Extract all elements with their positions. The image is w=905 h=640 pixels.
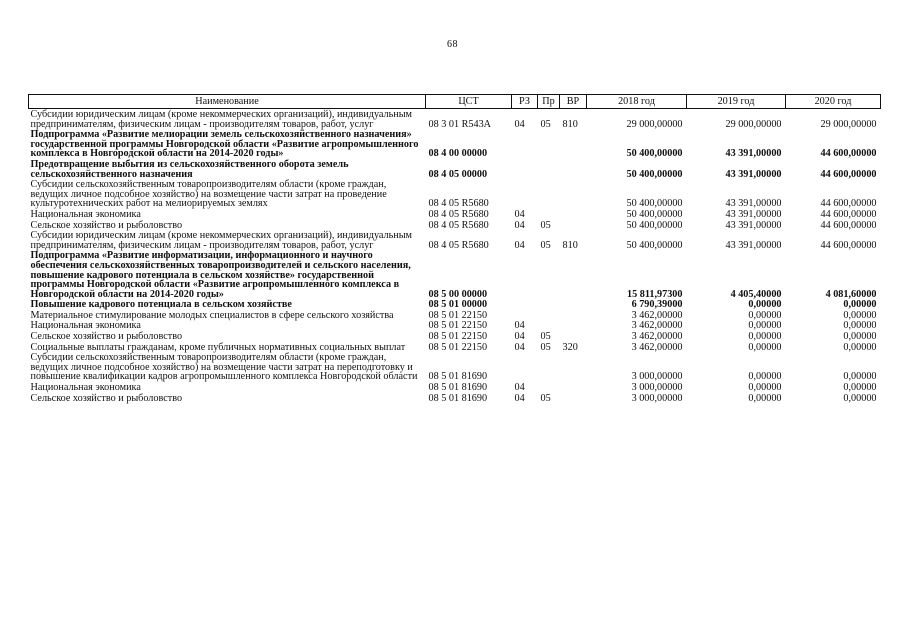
table-row bbox=[29, 352, 881, 382]
row-2019-cell: 43 391,00000 bbox=[725, 208, 782, 220]
row-2019-cell: 0,00000 bbox=[748, 309, 782, 321]
row-2020-cell: 4 081,60000 bbox=[825, 288, 877, 300]
row-2019-cell: 43 391,00000 bbox=[725, 219, 782, 231]
table-row bbox=[29, 299, 881, 310]
row-name-cell: Субсидии сельскохозяйственным товаропроизводителям области (кроме граждан, ведущих личное подсобное хозяйство) на возмещение части затрат на проведение культуротехнических работ на мелиорируемых землях bbox=[30, 179, 387, 210]
row-pr-cell bbox=[538, 159, 560, 179]
column-header: Пр bbox=[538, 95, 560, 109]
row-cst-cell: 08 5 01 22150 bbox=[428, 309, 488, 321]
row-2018-cell: 3 462,00000 bbox=[631, 320, 683, 332]
row-rz-cell bbox=[512, 179, 538, 209]
row-2019-cell: 29 000,00000 bbox=[725, 118, 782, 130]
row-rz-cell: 04 bbox=[514, 239, 525, 251]
row-cst-cell: 08 4 05 R5680 bbox=[428, 239, 489, 251]
row-cst-cell: 08 4 05 R5680 bbox=[428, 208, 489, 220]
table-row bbox=[29, 320, 881, 331]
row-vr-cell bbox=[560, 310, 587, 321]
column-header: ЦСТ bbox=[426, 95, 512, 109]
row-2020-cell: 44 600,00000 bbox=[820, 198, 877, 210]
row-vr-cell bbox=[560, 382, 587, 393]
row-cst-cell: 08 5 01 22150 bbox=[428, 341, 488, 353]
row-name-cell: Сельское хозяйство и рыболовство bbox=[30, 331, 183, 343]
row-name-cell: Субсидии юридическим лицам (кроме некоммерческих организаций), индивидуальным предпринимателям, физическим лицам - производителям товаров, работ, услуг bbox=[30, 230, 412, 251]
row-vr-cell bbox=[560, 331, 587, 342]
row-name-cell: Сельское хозяйство и рыболовство bbox=[30, 392, 183, 404]
row-2018-cell: 3 000,00000 bbox=[631, 382, 683, 394]
row-pr-cell bbox=[538, 352, 560, 382]
table-row bbox=[29, 179, 881, 209]
row-cst-cell: 08 5 01 22150 bbox=[428, 320, 488, 332]
row-vr-cell bbox=[560, 129, 587, 159]
row-2020-cell: 44 600,00000 bbox=[820, 168, 877, 180]
row-rz-cell: 04 bbox=[514, 331, 525, 343]
row-2018-cell: 3 000,00000 bbox=[631, 371, 683, 383]
table-row bbox=[29, 250, 881, 299]
row-2019-cell: 0,00000 bbox=[748, 331, 782, 343]
row-2018-cell: 3 462,00000 bbox=[631, 331, 683, 343]
row-2020-cell: 0,00000 bbox=[843, 371, 877, 383]
row-rz-cell bbox=[512, 299, 538, 310]
row-name-cell: Социальные выплаты гражданам, кроме публичных нормативных социальных выплат bbox=[30, 341, 406, 353]
row-vr-cell: 320 bbox=[562, 341, 578, 353]
row-rz-cell bbox=[512, 159, 538, 179]
row-pr-cell bbox=[538, 382, 560, 393]
row-2018-cell: 3 462,00000 bbox=[631, 309, 683, 321]
row-2019-cell: 43 391,00000 bbox=[725, 198, 782, 210]
table-row bbox=[29, 393, 881, 404]
row-2020-cell: 0,00000 bbox=[843, 299, 877, 311]
row-rz-cell: 04 bbox=[514, 382, 525, 394]
row-2020-cell: 0,00000 bbox=[843, 309, 877, 321]
table-row bbox=[29, 129, 881, 159]
row-vr-cell bbox=[560, 209, 587, 220]
row-vr-cell: 810 bbox=[562, 118, 578, 130]
row-cst-cell: 08 4 05 R5680 bbox=[428, 198, 489, 210]
row-2018-cell: 3 000,00000 bbox=[631, 392, 683, 404]
row-vr-cell bbox=[560, 352, 587, 382]
row-rz-cell: 04 bbox=[514, 118, 525, 130]
row-pr-cell bbox=[538, 310, 560, 321]
table-row bbox=[29, 220, 881, 231]
column-header: 2019 год bbox=[687, 95, 786, 109]
table-body bbox=[29, 109, 881, 404]
row-pr-cell bbox=[538, 209, 560, 220]
row-2018-cell: 50 400,00000 bbox=[626, 148, 683, 160]
row-rz-cell: 04 bbox=[514, 392, 525, 404]
row-rz-cell bbox=[512, 310, 538, 321]
row-cst-cell: 08 5 00 00000 bbox=[428, 288, 488, 300]
row-name-cell: Национальная экономика bbox=[30, 208, 141, 220]
row-vr-cell bbox=[560, 179, 587, 209]
row-name-cell: Предотвращение выбытия из сельскохозяйственного оборота земель сельскохозяйственного назначения bbox=[30, 158, 349, 180]
table-row bbox=[29, 159, 881, 179]
row-2020-cell: 0,00000 bbox=[843, 341, 877, 353]
row-2019-cell: 43 391,00000 bbox=[725, 239, 782, 251]
table-row bbox=[29, 382, 881, 393]
row-2019-cell: 0,00000 bbox=[748, 299, 782, 311]
row-vr-cell bbox=[560, 250, 587, 299]
row-2018-cell: 50 400,00000 bbox=[626, 239, 683, 251]
budget-table bbox=[28, 94, 881, 403]
row-2018-cell: 29 000,00000 bbox=[626, 118, 683, 130]
row-name-cell: Национальная экономика bbox=[30, 320, 141, 332]
column-header: РЗ bbox=[512, 95, 538, 109]
row-cst-cell: 08 4 05 R5680 bbox=[428, 219, 489, 231]
row-rz-cell: 04 bbox=[514, 320, 525, 332]
row-vr-cell bbox=[560, 320, 587, 331]
row-2018-cell: 15 811,97300 bbox=[627, 288, 683, 300]
row-vr-cell bbox=[560, 159, 587, 179]
row-pr-cell: 05 bbox=[540, 118, 551, 130]
row-rz-cell: 04 bbox=[514, 219, 525, 231]
column-header: 2018 год bbox=[587, 95, 687, 109]
row-pr-cell: 05 bbox=[540, 219, 551, 231]
row-name-cell: Национальная экономика bbox=[30, 382, 141, 394]
row-2020-cell: 0,00000 bbox=[843, 392, 877, 404]
row-2019-cell: 0,00000 bbox=[748, 341, 782, 353]
row-2020-cell: 44 600,00000 bbox=[820, 219, 877, 231]
row-2018-cell: 6 790,39000 bbox=[631, 299, 683, 311]
row-name-cell: Сельское хозяйство и рыболовство bbox=[30, 219, 183, 231]
row-cst-cell: 08 4 05 00000 bbox=[428, 168, 488, 180]
row-2019-cell: 0,00000 bbox=[748, 320, 782, 332]
row-name-cell: Субсидии юридическим лицам (кроме некоммерческих организаций), индивидуальным предпринимателям, физическим лицам - производителям товаров, работ, услуг bbox=[30, 109, 412, 130]
row-cst-cell: 08 5 01 81690 bbox=[428, 392, 488, 404]
row-2020-cell: 44 600,00000 bbox=[820, 208, 877, 220]
row-pr-cell: 05 bbox=[540, 331, 551, 343]
row-vr-cell bbox=[560, 393, 587, 404]
row-2020-cell: 0,00000 bbox=[843, 331, 877, 343]
row-2019-cell: 0,00000 bbox=[748, 382, 782, 394]
row-pr-cell: 05 bbox=[540, 392, 551, 404]
row-vr-cell bbox=[560, 299, 587, 310]
column-header: 2020 год bbox=[786, 95, 881, 109]
column-header: ВР bbox=[560, 95, 587, 109]
row-cst-cell: 08 5 01 22150 bbox=[428, 331, 488, 343]
row-2018-cell: 50 400,00000 bbox=[626, 168, 683, 180]
table-header-row bbox=[29, 95, 881, 109]
row-2019-cell: 0,00000 bbox=[748, 371, 782, 383]
table-row bbox=[29, 331, 881, 342]
table-row bbox=[29, 342, 881, 353]
column-header: Наименование bbox=[29, 95, 426, 109]
row-rz-cell: 04 bbox=[514, 341, 525, 353]
table-row bbox=[29, 230, 881, 250]
row-pr-cell bbox=[538, 250, 560, 299]
row-pr-cell bbox=[538, 320, 560, 331]
table-row bbox=[29, 209, 881, 220]
row-cst-cell: 08 5 01 81690 bbox=[428, 382, 488, 394]
row-2020-cell: 0,00000 bbox=[843, 320, 877, 332]
row-name-cell: Подпрограмма «Развитие информатизации, информационного и научного обеспечения сельскохозяйственных товаропроизводителей и сельского населения, повышение кадрового потенциала в сельском хозяйстве» государственной программы Новгородской области «Развитие агропромышленного комплекса в Новгородской области на 2014-2020 годы» bbox=[30, 250, 411, 300]
row-pr-cell: 05 bbox=[540, 239, 551, 251]
row-rz-cell bbox=[512, 352, 538, 382]
row-2018-cell: 50 400,00000 bbox=[626, 198, 683, 210]
row-2018-cell: 3 462,00000 bbox=[631, 341, 683, 353]
page-number: 68 bbox=[447, 39, 458, 50]
row-rz-cell bbox=[512, 250, 538, 299]
row-2018-cell: 50 400,00000 bbox=[626, 219, 683, 231]
row-vr-cell: 810 bbox=[562, 239, 578, 251]
row-cst-cell: 08 5 01 81690 bbox=[428, 371, 488, 383]
row-name-cell: Повышение кадрового потенциала в сельском хозяйстве bbox=[30, 299, 292, 311]
row-rz-cell bbox=[512, 129, 538, 159]
row-name-cell: Субсидии сельскохозяйственным товаропроизводителям области (кроме граждан, ведущих личное подсобное хозяйство) на возмещение части затрат на переподготовку и повышение квалификации кадров агропромышленного комплекса Новгородской области bbox=[30, 352, 418, 383]
table-row bbox=[29, 310, 881, 321]
row-pr-cell bbox=[538, 299, 560, 310]
row-2019-cell: 4 405,40000 bbox=[730, 288, 782, 300]
row-2018-cell: 50 400,00000 bbox=[626, 208, 683, 220]
row-2019-cell: 0,00000 bbox=[748, 392, 782, 404]
row-rz-cell: 04 bbox=[514, 208, 525, 220]
table-row bbox=[29, 109, 881, 130]
row-name-cell: Материальное стимулирование молодых специалистов в сфере сельского хозяйства bbox=[30, 309, 394, 321]
row-name-cell: Подпрограмма «Развитие мелиорации земель сельскохозяйственного назначения» государственной программы Новгородской области «Развитие агропромышленного комплекса в Новгородской области на 2014-2020 годы» bbox=[30, 129, 419, 160]
row-pr-cell bbox=[538, 179, 560, 209]
row-vr-cell bbox=[560, 220, 587, 231]
row-2019-cell: 43 391,00000 bbox=[725, 148, 782, 160]
row-2020-cell: 0,00000 bbox=[843, 382, 877, 394]
row-cst-cell: 08 3 01 R543A bbox=[428, 118, 492, 130]
row-pr-cell: 05 bbox=[540, 341, 551, 353]
row-2020-cell: 44 600,00000 bbox=[820, 148, 877, 160]
row-pr-cell bbox=[538, 129, 560, 159]
row-2020-cell: 44 600,00000 bbox=[820, 239, 877, 251]
row-cst-cell: 08 5 01 00000 bbox=[428, 299, 488, 311]
row-2019-cell: 43 391,00000 bbox=[725, 168, 782, 180]
row-cst-cell: 08 4 00 00000 bbox=[428, 148, 488, 160]
row-2020-cell: 29 000,00000 bbox=[820, 118, 877, 130]
